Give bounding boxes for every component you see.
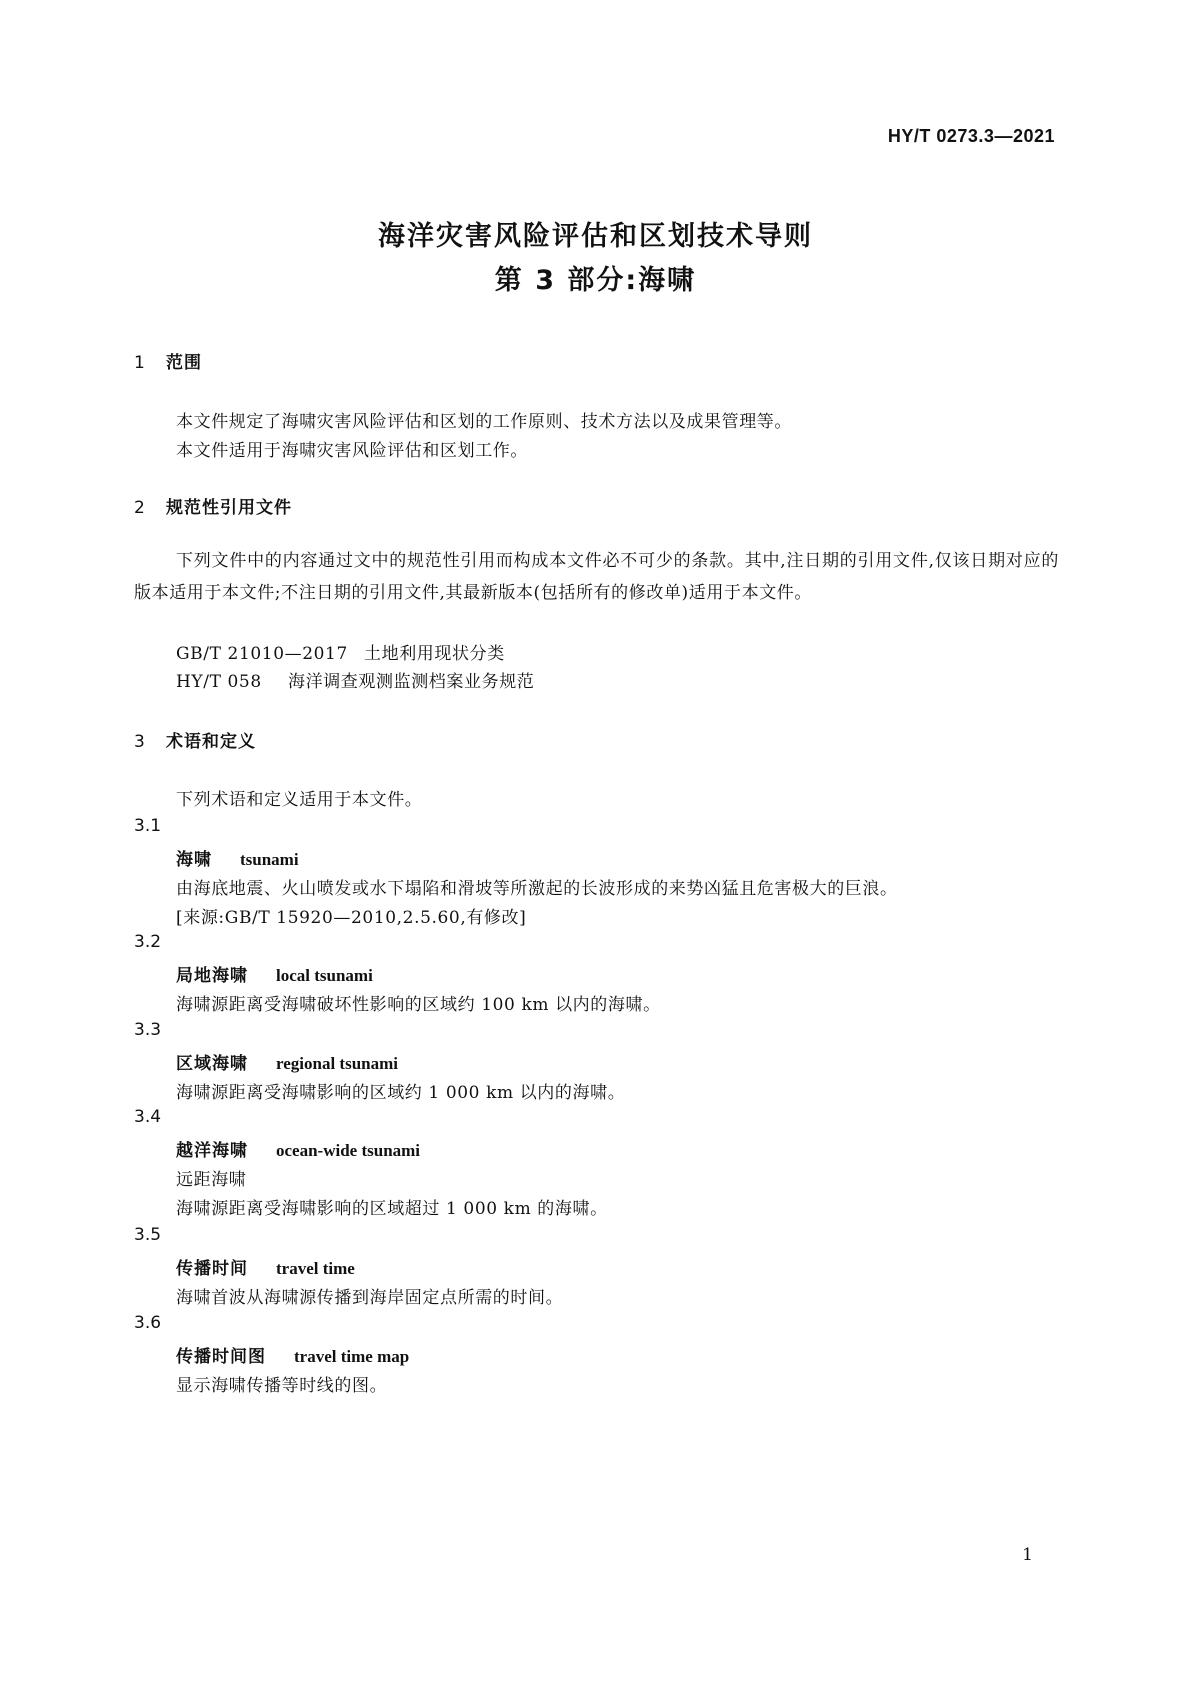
term-heading	[176, 1342, 409, 1367]
term-heading	[176, 1136, 420, 1161]
term-definition: 显示海啸传播等时线的图。	[176, 1376, 388, 1396]
term-definition: 海啸首波从海啸源传播到海岸固定点所需的时间。	[176, 1288, 564, 1308]
term-heading	[176, 1049, 398, 1074]
term-en: tsunami	[240, 850, 299, 869]
section-title: 范围	[166, 353, 202, 373]
section-number: 1	[134, 353, 146, 373]
reference-title: 海洋调查观测监测档案业务规范	[288, 672, 535, 692]
term-number: 3.2	[134, 932, 162, 952]
section-number: 2	[134, 498, 146, 518]
reference-title: 土地利用现状分类	[364, 644, 505, 664]
term-en: travel time map	[294, 1347, 410, 1366]
term-en: regional tsunami	[276, 1054, 399, 1073]
term-heading	[176, 845, 299, 870]
term-definition: 海啸源距离受海啸影响的区域约 1 000 km 以内的海啸。	[176, 1083, 626, 1103]
section-heading-scope	[134, 348, 202, 373]
term-en: travel time	[276, 1259, 355, 1278]
term-source: [来源:GB/T 15920—2010,2.5.60,有修改]	[176, 908, 527, 928]
term-zh: 海啸	[176, 850, 212, 870]
term-number: 3.4	[134, 1107, 162, 1127]
term-zh: 传播时间图	[176, 1347, 266, 1367]
terms-intro: 下列术语和定义适用于本文件。	[176, 790, 423, 810]
reference-item	[176, 667, 534, 692]
document-subtitle: 第 3 部分:海啸	[494, 265, 697, 296]
term-number: 3.6	[134, 1313, 162, 1333]
section-title: 术语和定义	[166, 732, 256, 752]
term-zh: 传播时间	[176, 1259, 248, 1279]
term-definition: 由海底地震、火山喷发或水下塌陷和滑坡等所激起的长波形成的来势凶猛且危害极大的巨浪。	[176, 879, 898, 899]
section-number: 3	[134, 732, 146, 752]
document-title: 海洋灾害风险评估和区划技术导则	[378, 221, 813, 252]
term-definition: 海啸源距离受海啸破坏性影响的区域约 100 km 以内的海啸。	[176, 995, 661, 1015]
term-number: 3.3	[134, 1020, 162, 1040]
section-heading-normative-references	[134, 493, 292, 518]
term-synonym: 远距海啸	[176, 1170, 247, 1190]
reference-item	[176, 639, 505, 664]
standard-code: HY/T 0273.3—2021	[887, 126, 1055, 146]
term-definition: 海啸源距离受海啸影响的区域超过 1 000 km 的海啸。	[176, 1199, 608, 1219]
scope-paragraph-2: 本文件适用于海啸灾害风险评估和区划工作。	[176, 441, 528, 461]
term-zh: 区域海啸	[176, 1054, 248, 1074]
reference-code: HY/T 058	[176, 672, 262, 692]
term-number: 3.5	[134, 1225, 162, 1245]
term-zh: 越洋海啸	[176, 1141, 248, 1161]
term-number: 3.1	[134, 816, 162, 836]
normative-references-intro: 下列文件中的内容通过文中的规范性引用而构成本文件必不可少的条款。其中,注日期的引用文件,仅该日期对应的版本适用于本文件;不注日期的引用文件,其最新版本(包括所有的修改单)适用于本文件。	[134, 551, 1059, 603]
section-title: 规范性引用文件	[166, 498, 292, 518]
term-en: local tsunami	[276, 966, 373, 985]
term-zh: 局地海啸	[176, 966, 248, 986]
section-heading-terms-and-definitions	[134, 727, 256, 752]
page-number: 1	[1022, 1545, 1033, 1565]
reference-code: GB/T 21010—2017	[176, 644, 348, 664]
term-heading	[176, 961, 373, 986]
scope-paragraph-1: 本文件规定了海啸灾害风险评估和区划的工作原则、技术方法以及成果管理等。	[176, 412, 792, 432]
term-heading	[176, 1254, 355, 1279]
term-en: ocean-wide tsunami	[276, 1141, 421, 1160]
